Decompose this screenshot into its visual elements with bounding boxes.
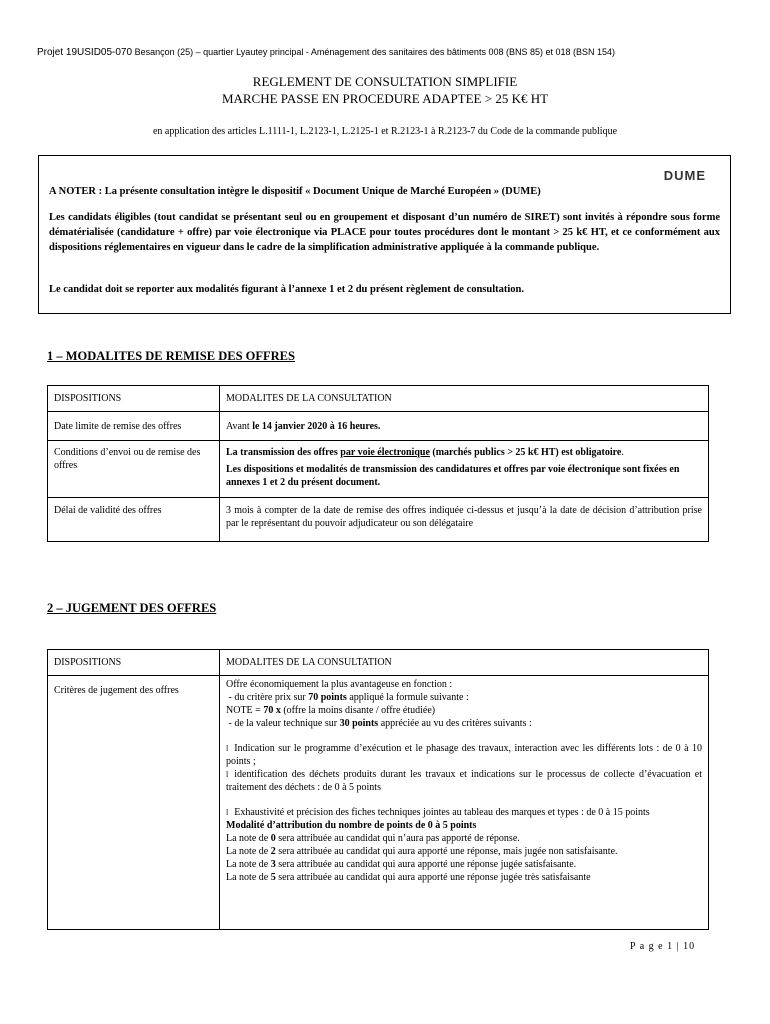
notice-paragraph: Les candidats éligibles (tout candidat se présentant seul ou en groupement et disposant d’un numéro de SIRET) sont invités à répondre sous forme dématérialisée (candidature + offre) par voie électronique via PLACE pour toutes procédures dont le montant > 25 k€ HT, et ce conformément aux dispositions réglementaires en vigueur dans le cadre de la simplification administrative appliquée à la commande publique. xyxy=(49,212,720,253)
project-description: Besançon (25) – quartier Lyautey principal - Aménagement des sanitaires des bâtiments 008 (BNS 85) et 018 (BSN 154) xyxy=(134,47,616,57)
col-header-dispositions: DISPOSITIONS xyxy=(48,386,220,412)
conditions-value: La transmission des offres par voie électronique (marchés publics > 25 k€ HT) est obligatoire. Les dispositions et modalités de transmission des candidatures et offres par voie électronique sont fixées en annexes 1 et 2 du présent document. xyxy=(220,441,709,498)
section1-title: 1 – MODALITES DE REMISE DES OFFRES xyxy=(47,349,295,363)
judgement-table xyxy=(47,649,709,930)
row-label-validity: Délai de validité des offres xyxy=(48,498,220,542)
notice-box xyxy=(38,155,731,314)
table-row xyxy=(48,676,709,930)
notice-reference: Le candidat doit se reporter aux modalités figurant à l’annexe 1 et 2 du présent règlement de consultation. xyxy=(49,284,524,295)
dume-logo: DUME xyxy=(663,168,706,183)
submission-table xyxy=(47,385,709,542)
criterion-3: l Exhaustivité et précision des fiches techniques jointes au tableau des marques et types : de 0 à 15 points xyxy=(226,806,702,819)
col-header-dispositions: DISPOSITIONS xyxy=(48,650,220,676)
page-footer xyxy=(630,941,695,952)
modalite-title: Modalité d’attribution du nombre de points de 0 à 5 points xyxy=(226,820,477,831)
row-label-criteria: Critères de jugement des offres xyxy=(48,676,220,930)
table-header-row xyxy=(48,650,709,676)
doc-title: REGLEMENT DE CONSULTATION SIMPLIFIE xyxy=(252,74,518,89)
page-label: P a g e xyxy=(630,941,664,952)
project-code: Projet 19USID05-070 xyxy=(37,47,133,58)
row-label-deadline: Date limite de remise des offres xyxy=(48,412,220,441)
doc-subtitle-line: MARCHE PASSE EN PROCEDURE ADAPTEE > 25 K€ HT xyxy=(221,91,549,106)
table-row xyxy=(48,498,709,542)
col-header-modalites: MODALITES DE LA CONSULTATION xyxy=(220,386,709,412)
section2-title: 2 – JUGEMENT DES OFFRES xyxy=(47,601,217,615)
page-header xyxy=(37,47,615,58)
page-number: 1 | 10 xyxy=(667,941,696,952)
deadline-value: Avant le 14 janvier 2020 à 16 heures. xyxy=(220,412,709,441)
validity-value: 3 mois à compter de la date de remise des offres indiquée ci-dessus et jusqu’à la date de décision d’attribution prise par le représentant du pouvoir adjudicateur ou son délégataire xyxy=(220,498,709,542)
legal-references: en application des articles L.1111-1, L.2123-1, L.2125-1 et R.2123-1 à R.2123-7 du Code de la commande publique xyxy=(152,126,618,137)
criteria-value: Offre économiquement la plus avantageuse en fonction : - du critère prix sur 70 points appliqué la formule suivante : NOTE = 70 x (offre la moins disante / offre étudiée) - de la valeur technique sur 30 points appréciée au vu des critères suivants : l Indication sur le programme d’exécution et le phasage des travaux, interaction avec les différents lots : de 0 à 10 points ; l identification des déchets produits durant les travaux et indications sur le processus de collecte d’évacuation et traitement des déchets : de 0 à 5 points l Exhaustivité et précision des fiches techniques jointes au tableau des marques et types : de 0 à 15 points Modalité d’attribution du nombre de points de 0 à 5 points La note de 0 sera attribuée au candidat qui n’aura pas apporté de réponse. La note de 2 sera attribuée au candidat qui aura apporté une réponse, mais jugée non satisfaisante. La note de 3 sera attribuée au candidat qui aura apporté une réponse jugée satisfaisante. La note de 5 sera attribuée au candidat qui aura apporté une réponse jugée très satisfaisante xyxy=(220,676,709,930)
col-header-modalites: MODALITES DE LA CONSULTATION xyxy=(220,650,709,676)
table-row xyxy=(48,412,709,441)
row-label-conditions: Conditions d’envoi ou de remise des offres xyxy=(48,441,220,498)
table-row xyxy=(48,441,709,498)
criterion-2: l identification des déchets produits durant les travaux et indications sur le processus de collecte d’évacuation et traitement des déchets : de 0 à 5 points xyxy=(226,768,702,794)
table-header-row xyxy=(48,386,709,412)
notice-heading: A NOTER : La présente consultation intègre le dispositif « Document Unique de Marché Européen » (DUME) xyxy=(49,186,541,197)
criterion-1: l Indication sur le programme d’exécution et le phasage des travaux, interaction avec les différents lots : de 0 à 10 points ; xyxy=(226,742,702,768)
